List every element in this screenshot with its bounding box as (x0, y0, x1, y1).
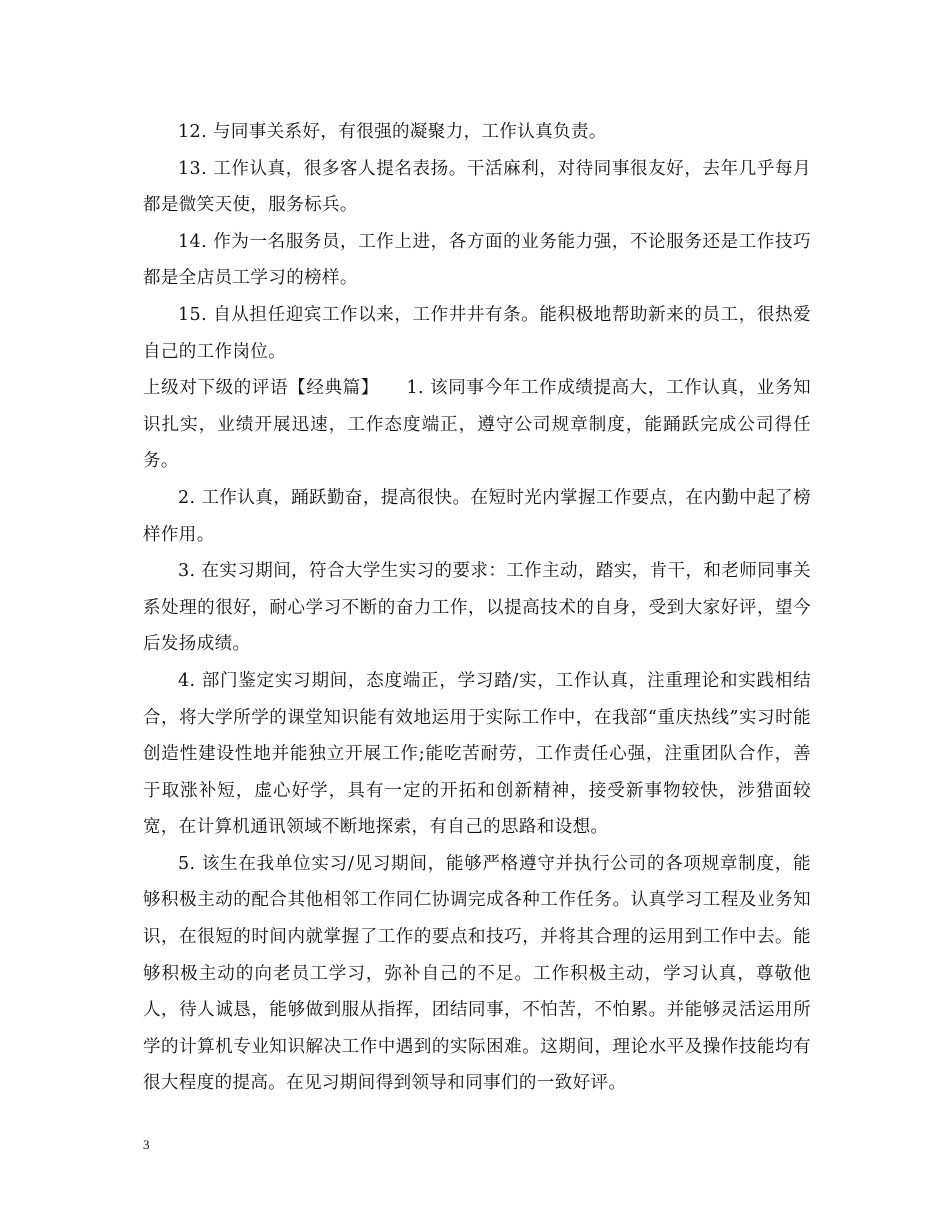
paragraph-3: 3. 在实习期间，符合大学生实习的要求：工作主动，踏实，肯干，和老师同事关系处理的很好，耐心学习不断的奋力工作，以提高技术的自身，受到大家好评，望今后发扬成绩。 (143, 561, 811, 655)
document-body (143, 114, 811, 1102)
paragraph-4: 4. 部门鉴定实习期间，态度端正，学习踏/实，工作认真，注重理论和实践相结合，将大学所学的课堂知识能有效地运用于实际工作中，在我部“重庆热线”实习时能创造性建设性地并能独立开展工作;能吃苦耐劳，工作责任心强，注重团队合作，善于取涨补短，虚心好学，具有一定的开拓和创新精神，接受新事物较快，涉猎面较宽，在计算机通讯领域不断地探索，有自己的思路和设想。 (143, 670, 811, 838)
paragraph-2: 2. 工作认真，踊跃勤奋，提高很快。在短时光内掌握工作要点，在内勤中起了榜样作用。 (143, 487, 811, 545)
section-heading-paragraph: 上级对下级的评语【经典篇】 1. 该同事今年工作成绩提高大，工作认真，业务知识扎实，业绩开展迅速，工作态度端正，遵守公司规章制度，能踊跃完成公司得任务。 (143, 378, 811, 472)
paragraph-15: 15. 自从担任迎宾工作以来，工作井井有条。能积极地帮助新来的员工，很热爱自己的工作岗位。 (143, 304, 811, 362)
paragraph-14: 14. 作为一名服务员，工作上进，各方面的业务能力强，不论服务还是工作技巧都是全店员工学习的榜样。 (143, 231, 811, 289)
paragraph-13: 13. 工作认真，很多客人提名表扬。干活麻利，对待同事很友好，去年几乎每月都是微笑天使，服务标兵。 (143, 158, 811, 216)
page-number: 3 (143, 1137, 150, 1152)
paragraph-5: 5. 该生在我单位实习/见习期间，能够严格遵守并执行公司的各项规章制度，能够积极主动的配合其他相邻工作同仁协调完成各种工作任务。认真学习工程及业务知识，在很短的时间内就掌握了工作的要点和技巧，并将其合理的运用到工作中去。能够积极主动的向老员工学习，弥补自己的不足。工作积极主动，学习认真，尊敬他人，待人诚恳，能够做到服从指挥，团结同事，不怕苦，不怕累。并能够灵活运用所学的计算机专业知识解决工作中遇到的实际困难。这期间，理论水平及操作技能均有很大程度的提高。在见习期间得到领导和同事们的一致好评。 (143, 853, 811, 1094)
paragraph-12: 12. 与同事关系好，有很强的凝聚力，工作认真负责。 (178, 122, 607, 142)
